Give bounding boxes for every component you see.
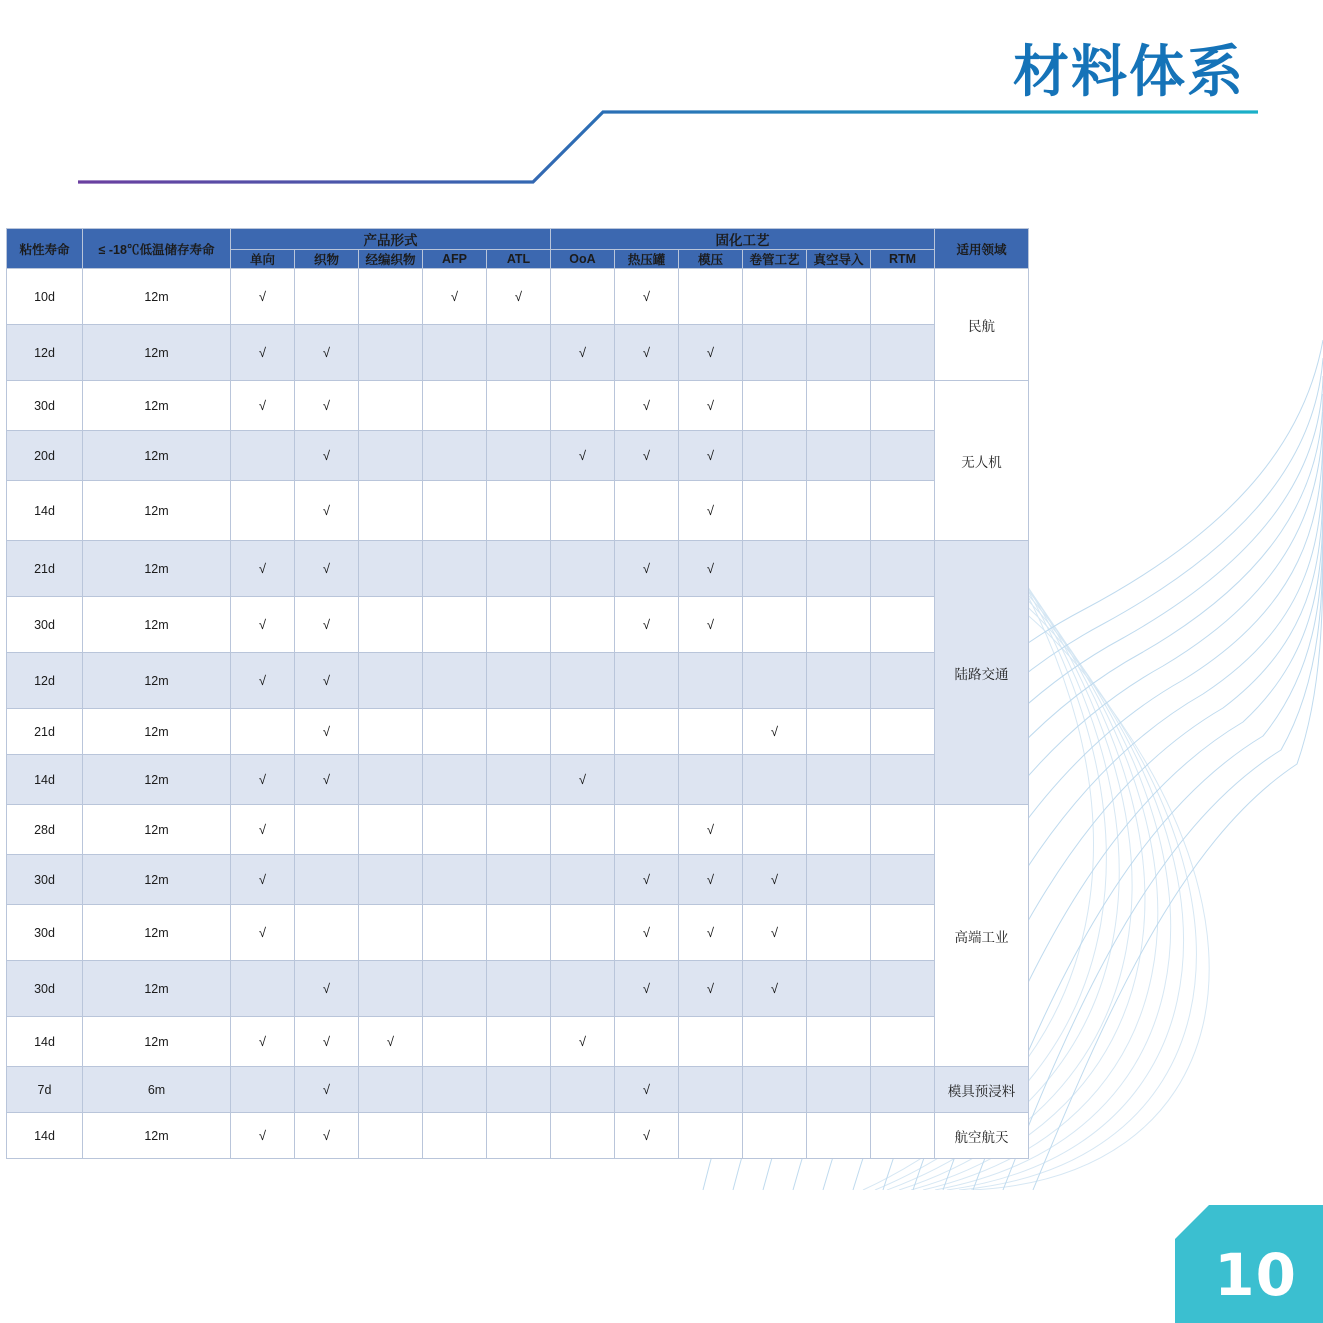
cell-form-unidirectional [231,431,295,481]
cell-form-afp [423,805,487,855]
cell-form-unidirectional [231,1067,295,1113]
cell-form-afp [423,325,487,381]
cell-process-rtm [871,431,935,481]
cell-process-autoclave: √ [615,541,679,597]
cell-process-vacuum-infusion [807,805,871,855]
cell-process-vacuum-infusion [807,269,871,325]
header-process-vacuum-infusion: 真空导入 [807,250,871,269]
cell-process-compression [679,1113,743,1159]
table-row [7,709,1029,755]
cell-form-atl [487,431,551,481]
cell-process-rtm [871,325,935,381]
cell-process-ooa [551,855,615,905]
cell-cold-storage-life: 12m [83,325,231,381]
cell-process-ooa [551,481,615,541]
table-row [7,961,1029,1017]
table-row [7,597,1029,653]
cell-process-ooa [551,653,615,709]
header-process-rtm: RTM [871,250,935,269]
cell-process-compression [679,1017,743,1067]
cell-form-woven [295,805,359,855]
cell-form-unidirectional: √ [231,325,295,381]
cell-process-vacuum-infusion [807,653,871,709]
cell-form-unidirectional: √ [231,905,295,961]
cell-tack-life: 14d [7,755,83,805]
cell-process-vacuum-infusion [807,325,871,381]
cell-form-woven: √ [295,325,359,381]
cell-application-domain: 模具预浸料 [935,1067,1029,1113]
cell-process-rtm [871,541,935,597]
cell-process-vacuum-infusion [807,961,871,1017]
cell-process-compression: √ [679,481,743,541]
cell-form-woven: √ [295,755,359,805]
cell-form-atl [487,961,551,1017]
cell-cold-storage-life: 12m [83,905,231,961]
cell-tack-life: 30d [7,961,83,1017]
cell-cold-storage-life: 12m [83,855,231,905]
cell-process-compression [679,269,743,325]
cell-process-rtm [871,269,935,325]
cell-process-roll-wrapping [743,481,807,541]
cell-process-compression: √ [679,381,743,431]
cell-form-atl [487,755,551,805]
table-row [7,1113,1029,1159]
cell-process-roll-wrapping [743,805,807,855]
cell-cold-storage-life: 12m [83,269,231,325]
cell-process-autoclave: √ [615,597,679,653]
cell-process-roll-wrapping [743,1017,807,1067]
cell-tack-life: 7d [7,1067,83,1113]
cell-form-atl [487,1113,551,1159]
cell-form-afp [423,855,487,905]
cell-process-vacuum-infusion [807,905,871,961]
cell-form-woven: √ [295,1067,359,1113]
cell-form-woven: √ [295,431,359,481]
cell-form-atl [487,597,551,653]
cell-process-roll-wrapping: √ [743,905,807,961]
cell-form-unidirectional: √ [231,755,295,805]
header-process-autoclave: 热压罐 [615,250,679,269]
cell-application-domain: 民航 [935,269,1029,381]
table-row [7,1067,1029,1113]
cell-process-vacuum-infusion [807,755,871,805]
cell-process-roll-wrapping [743,1113,807,1159]
cell-process-vacuum-infusion [807,1113,871,1159]
page-title: 材料体系 [1013,40,1245,105]
cell-form-warp-knitted [359,653,423,709]
table-row [7,805,1029,855]
cell-form-warp-knitted [359,269,423,325]
cell-process-ooa: √ [551,755,615,805]
table-row [7,755,1029,805]
cell-process-autoclave: √ [615,431,679,481]
cell-process-compression: √ [679,961,743,1017]
cell-process-autoclave [615,755,679,805]
cell-process-roll-wrapping [743,325,807,381]
cell-process-roll-wrapping [743,1067,807,1113]
cell-form-woven [295,905,359,961]
cell-application-domain: 无人机 [935,381,1029,541]
cell-form-unidirectional: √ [231,1017,295,1067]
cell-process-autoclave: √ [615,1113,679,1159]
table-header [7,229,1029,269]
cell-tack-life: 28d [7,805,83,855]
cell-form-atl [487,905,551,961]
header-process-ooa: OoA [551,250,615,269]
cell-form-warp-knitted [359,597,423,653]
cell-form-woven [295,855,359,905]
table-row [7,325,1029,381]
cell-tack-life: 30d [7,597,83,653]
cell-process-rtm [871,1017,935,1067]
cell-form-warp-knitted [359,325,423,381]
cell-form-unidirectional: √ [231,541,295,597]
cell-process-autoclave: √ [615,325,679,381]
cell-process-vacuum-infusion [807,855,871,905]
cell-form-afp [423,1017,487,1067]
table-row [7,541,1029,597]
cell-form-atl [487,481,551,541]
cell-form-afp [423,1113,487,1159]
cell-cold-storage-life: 6m [83,1067,231,1113]
cell-process-autoclave: √ [615,269,679,325]
cell-process-autoclave [615,709,679,755]
cell-process-roll-wrapping [743,597,807,653]
cell-process-autoclave [615,1017,679,1067]
cell-process-roll-wrapping [743,541,807,597]
cell-process-rtm [871,855,935,905]
cell-form-woven: √ [295,961,359,1017]
cell-process-compression: √ [679,855,743,905]
cell-form-atl [487,1017,551,1067]
cell-form-woven: √ [295,597,359,653]
cell-process-roll-wrapping [743,269,807,325]
cell-form-woven: √ [295,481,359,541]
cell-form-afp [423,905,487,961]
cell-process-compression [679,755,743,805]
header-group-product-form: 产品形式 [231,229,551,250]
cell-process-rtm [871,709,935,755]
cell-process-roll-wrapping: √ [743,961,807,1017]
cell-form-unidirectional: √ [231,1113,295,1159]
cell-form-afp [423,653,487,709]
cell-process-autoclave: √ [615,905,679,961]
cell-form-afp [423,431,487,481]
header-cold-storage-life: ≤ -18℃低温储存寿命 [83,229,231,269]
cell-form-woven: √ [295,709,359,755]
cell-process-roll-wrapping [743,755,807,805]
cell-process-autoclave: √ [615,961,679,1017]
cell-form-atl [487,653,551,709]
cell-form-woven: √ [295,541,359,597]
cell-cold-storage-life: 12m [83,541,231,597]
header-tack-life: 粘性寿命 [7,229,83,269]
cell-process-compression: √ [679,325,743,381]
cell-process-ooa [551,597,615,653]
cell-form-woven: √ [295,1113,359,1159]
cell-process-ooa: √ [551,431,615,481]
cell-form-warp-knitted [359,755,423,805]
cell-form-atl [487,1067,551,1113]
material-system-table-container [6,228,1029,1159]
cell-tack-life: 14d [7,1113,83,1159]
cell-form-warp-knitted [359,381,423,431]
cell-cold-storage-life: 12m [83,1113,231,1159]
cell-process-compression: √ [679,431,743,481]
cell-process-rtm [871,1113,935,1159]
header-form-woven: 织物 [295,250,359,269]
cell-process-autoclave: √ [615,855,679,905]
cell-cold-storage-life: 12m [83,1017,231,1067]
table-header-row-groups [7,229,1029,250]
cell-process-ooa [551,381,615,431]
table-row [7,855,1029,905]
cell-process-ooa [551,269,615,325]
cell-form-unidirectional: √ [231,855,295,905]
cell-process-vacuum-infusion [807,541,871,597]
cell-process-ooa: √ [551,1017,615,1067]
cell-process-rtm [871,481,935,541]
cell-form-warp-knitted [359,481,423,541]
cell-form-unidirectional: √ [231,653,295,709]
cell-form-unidirectional: √ [231,269,295,325]
cell-process-vacuum-infusion [807,1017,871,1067]
cell-tack-life: 30d [7,905,83,961]
header-form-warp-knitted: 经编织物 [359,250,423,269]
cell-process-roll-wrapping: √ [743,709,807,755]
cell-cold-storage-life: 12m [83,653,231,709]
cell-process-vacuum-infusion [807,481,871,541]
cell-process-ooa [551,709,615,755]
cell-form-woven: √ [295,653,359,709]
cell-process-ooa [551,1067,615,1113]
cell-cold-storage-life: 12m [83,961,231,1017]
cell-process-rtm [871,381,935,431]
cell-process-compression [679,653,743,709]
cell-tack-life: 21d [7,541,83,597]
cell-process-ooa [551,961,615,1017]
material-system-table [6,228,1029,1159]
cell-form-afp [423,961,487,1017]
cell-form-warp-knitted [359,961,423,1017]
cell-cold-storage-life: 12m [83,431,231,481]
header-application-domain: 适用领域 [935,229,1029,269]
page-number: 10 [1214,1241,1297,1309]
cell-tack-life: 14d [7,481,83,541]
table-row [7,653,1029,709]
cell-form-woven: √ [295,381,359,431]
cell-form-atl: √ [487,269,551,325]
cell-form-warp-knitted [359,1113,423,1159]
cell-cold-storage-life: 12m [83,755,231,805]
cell-form-unidirectional [231,709,295,755]
cell-process-autoclave [615,653,679,709]
cell-form-afp [423,755,487,805]
header-divider-line [78,105,1258,190]
cell-process-compression [679,1067,743,1113]
table-row [7,431,1029,481]
cell-process-compression [679,709,743,755]
table-row [7,269,1029,325]
cell-form-warp-knitted [359,1067,423,1113]
cell-process-vacuum-infusion [807,1067,871,1113]
cell-process-roll-wrapping [743,431,807,481]
cell-form-afp [423,709,487,755]
cell-cold-storage-life: 12m [83,805,231,855]
cell-form-warp-knitted [359,905,423,961]
cell-process-autoclave [615,805,679,855]
cell-process-ooa [551,805,615,855]
cell-process-compression: √ [679,597,743,653]
cell-process-compression: √ [679,905,743,961]
header-group-curing-process: 固化工艺 [551,229,935,250]
cell-process-roll-wrapping [743,381,807,431]
cell-form-atl [487,805,551,855]
cell-cold-storage-life: 12m [83,709,231,755]
cell-form-woven [295,269,359,325]
cell-process-roll-wrapping [743,653,807,709]
cell-form-warp-knitted [359,709,423,755]
cell-process-rtm [871,597,935,653]
cell-form-unidirectional: √ [231,805,295,855]
cell-process-ooa [551,905,615,961]
cell-form-unidirectional [231,481,295,541]
cell-tack-life: 21d [7,709,83,755]
cell-process-rtm [871,961,935,1017]
table-row [7,1017,1029,1067]
cell-form-unidirectional: √ [231,597,295,653]
cell-form-afp [423,481,487,541]
header-process-compression: 模压 [679,250,743,269]
cell-process-rtm [871,1067,935,1113]
cell-form-warp-knitted [359,855,423,905]
cell-cold-storage-life: 12m [83,481,231,541]
cell-form-afp [423,541,487,597]
cell-form-unidirectional [231,961,295,1017]
cell-process-vacuum-infusion [807,597,871,653]
cell-tack-life: 14d [7,1017,83,1067]
header-form-atl: ATL [487,250,551,269]
cell-tack-life: 10d [7,269,83,325]
cell-process-autoclave: √ [615,381,679,431]
cell-form-atl [487,855,551,905]
cell-form-atl [487,381,551,431]
header-form-unidirectional: 单向 [231,250,295,269]
cell-form-atl [487,541,551,597]
cell-process-compression: √ [679,541,743,597]
cell-form-afp [423,597,487,653]
cell-form-warp-knitted: √ [359,1017,423,1067]
cell-application-domain: 陆路交通 [935,541,1029,805]
cell-cold-storage-life: 12m [83,381,231,431]
cell-process-vacuum-infusion [807,709,871,755]
table-row [7,381,1029,431]
header-process-roll-wrapping: 卷管工艺 [743,250,807,269]
cell-form-unidirectional: √ [231,381,295,431]
table-row [7,481,1029,541]
cell-application-domain: 高端工业 [935,805,1029,1067]
cell-process-vacuum-infusion [807,381,871,431]
cell-tack-life: 30d [7,855,83,905]
cell-form-afp: √ [423,269,487,325]
cell-process-rtm [871,755,935,805]
cell-form-warp-knitted [359,541,423,597]
cell-tack-life: 12d [7,653,83,709]
cell-cold-storage-life: 12m [83,597,231,653]
cell-process-rtm [871,905,935,961]
cell-form-warp-knitted [359,431,423,481]
cell-process-vacuum-infusion [807,431,871,481]
cell-form-atl [487,325,551,381]
cell-process-autoclave [615,481,679,541]
cell-process-roll-wrapping: √ [743,855,807,905]
cell-application-domain: 航空航天 [935,1113,1029,1159]
cell-form-atl [487,709,551,755]
cell-form-woven: √ [295,1017,359,1067]
cell-form-warp-knitted [359,805,423,855]
cell-process-autoclave: √ [615,1067,679,1113]
header-form-afp: AFP [423,250,487,269]
table-body [7,269,1029,1159]
table-row [7,905,1029,961]
cell-tack-life: 30d [7,381,83,431]
cell-tack-life: 12d [7,325,83,381]
cell-process-ooa [551,1113,615,1159]
cell-process-ooa: √ [551,325,615,381]
cell-tack-life: 20d [7,431,83,481]
cell-process-ooa [551,541,615,597]
cell-process-compression: √ [679,805,743,855]
cell-process-rtm [871,653,935,709]
cell-form-afp [423,1067,487,1113]
cell-form-afp [423,381,487,431]
cell-process-rtm [871,805,935,855]
